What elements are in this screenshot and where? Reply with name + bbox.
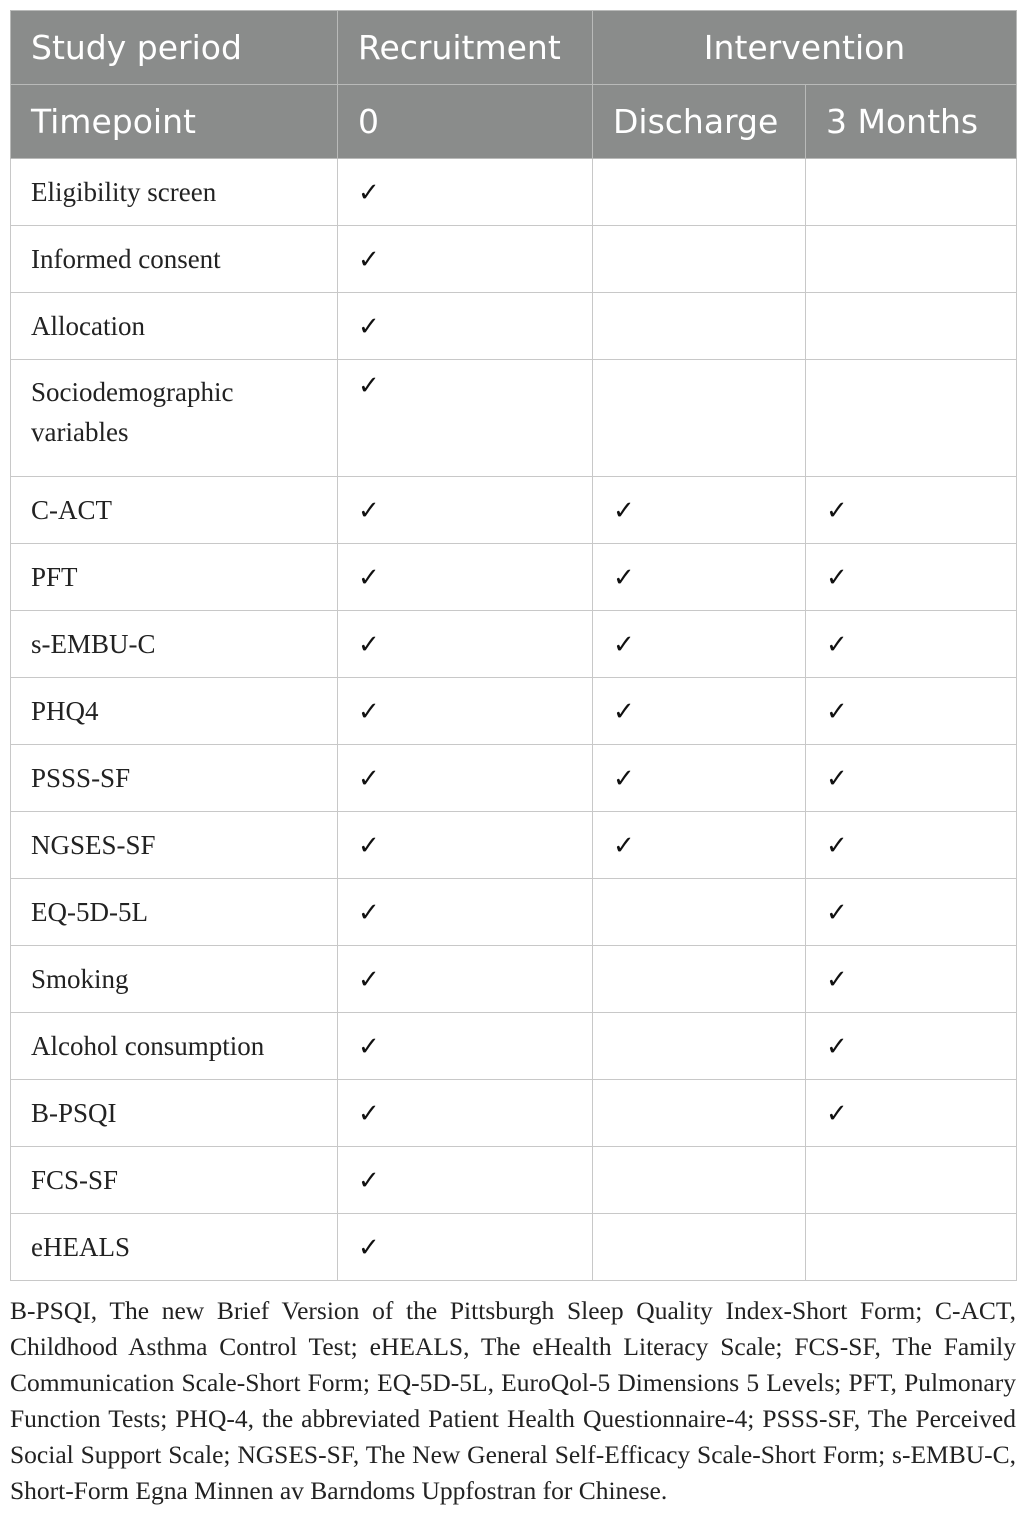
table-row xyxy=(11,1013,1017,1080)
check-icon: ✓ xyxy=(358,177,380,208)
row-label: B-PSQI xyxy=(11,1080,338,1147)
row-label: Eligibility screen xyxy=(11,159,338,226)
mark-cell xyxy=(338,544,593,611)
mark-cell xyxy=(806,1147,1017,1214)
mark-cell xyxy=(806,1013,1017,1080)
check-icon: ✓ xyxy=(613,629,635,660)
table-row xyxy=(11,1147,1017,1214)
check-icon: ✓ xyxy=(613,763,635,794)
mark-cell xyxy=(806,544,1017,611)
study-schedule xyxy=(10,10,1016,1509)
table-row xyxy=(11,946,1017,1013)
mark-cell xyxy=(593,159,806,226)
mark-cell xyxy=(338,226,593,293)
table-row xyxy=(11,226,1017,293)
mark-cell xyxy=(806,879,1017,946)
check-icon: ✓ xyxy=(613,830,635,861)
check-icon: ✓ xyxy=(358,311,380,342)
mark-cell xyxy=(593,477,806,544)
mark-cell xyxy=(338,745,593,812)
check-icon: ✓ xyxy=(358,371,380,401)
header-intervention: Intervention xyxy=(593,11,1017,85)
table-row xyxy=(11,159,1017,226)
mark-cell xyxy=(593,745,806,812)
mark-cell xyxy=(593,544,806,611)
table-footnote: B-PSQI, The new Brief Version of the Pittsburgh Sleep Quality Index-Short Form; C-ACT, Childhood Asthma Control Test; eHEALS, The eHealth Literacy Scale; FCS-SF, The Family Communication Scale-Short Form; EQ-5D-5L, EuroQol-5 Dimensions 5 Levels; PFT, Pulmonary Function Tests; PHQ-4, the abbreviated Patient Health Questionnaire-4; PSSS-SF, The Perceived Social Support Scale; NGSES-SF, The New General Self-Efficacy Scale-Short Form; s-EMBU-C, Short-Form Egna Minnen av Barndoms Uppfostran for Chinese. xyxy=(10,1296,1016,1505)
header-discharge: Discharge xyxy=(593,85,806,159)
row-label: s-EMBU-C xyxy=(11,611,338,678)
check-icon: ✓ xyxy=(826,696,848,727)
mark-cell xyxy=(593,1147,806,1214)
header-row-study-period xyxy=(11,11,1017,85)
header-study-period: Study period xyxy=(11,11,338,85)
check-icon: ✓ xyxy=(613,696,635,727)
mark-cell xyxy=(593,1013,806,1080)
header-recruitment: Recruitment xyxy=(338,11,593,85)
table-row xyxy=(11,293,1017,360)
mark-cell xyxy=(593,678,806,745)
check-icon: ✓ xyxy=(358,897,380,928)
mark-cell xyxy=(593,1214,806,1281)
mark-cell xyxy=(593,1080,806,1147)
mark-cell xyxy=(338,1080,593,1147)
table-body xyxy=(11,159,1017,1281)
mark-cell xyxy=(806,293,1017,360)
mark-cell xyxy=(338,1013,593,1080)
row-label: FCS-SF xyxy=(11,1147,338,1214)
mark-cell xyxy=(338,360,593,477)
row-label: eHEALS xyxy=(11,1214,338,1281)
mark-cell xyxy=(806,812,1017,879)
check-icon: ✓ xyxy=(358,964,380,995)
mark-cell xyxy=(338,159,593,226)
mark-cell xyxy=(806,1214,1017,1281)
table-row xyxy=(11,745,1017,812)
table-row xyxy=(11,812,1017,879)
mark-cell xyxy=(593,360,806,477)
check-icon: ✓ xyxy=(358,696,380,727)
check-icon: ✓ xyxy=(826,964,848,995)
mark-cell xyxy=(593,226,806,293)
row-label: Allocation xyxy=(11,293,338,360)
mark-cell xyxy=(338,678,593,745)
table-row xyxy=(11,611,1017,678)
mark-cell xyxy=(593,611,806,678)
table-row xyxy=(11,360,1017,477)
table-row xyxy=(11,544,1017,611)
table-row xyxy=(11,1080,1017,1147)
row-label: Sociodemographic variables xyxy=(11,360,338,477)
mark-cell xyxy=(338,611,593,678)
mark-cell xyxy=(338,477,593,544)
check-icon: ✓ xyxy=(826,763,848,794)
row-label: PSSS-SF xyxy=(11,745,338,812)
row-label: Smoking xyxy=(11,946,338,1013)
check-icon: ✓ xyxy=(826,1031,848,1062)
check-icon: ✓ xyxy=(826,830,848,861)
check-icon: ✓ xyxy=(826,495,848,526)
check-icon: ✓ xyxy=(358,1031,380,1062)
table-header xyxy=(11,11,1017,159)
check-icon: ✓ xyxy=(358,562,380,593)
mark-cell xyxy=(593,879,806,946)
mark-cell xyxy=(338,1214,593,1281)
mark-cell xyxy=(806,611,1017,678)
table-row xyxy=(11,477,1017,544)
mark-cell xyxy=(806,159,1017,226)
check-icon: ✓ xyxy=(358,1165,380,1196)
row-label: PFT xyxy=(11,544,338,611)
check-icon: ✓ xyxy=(826,562,848,593)
mark-cell xyxy=(593,293,806,360)
mark-cell xyxy=(806,1080,1017,1147)
mark-cell xyxy=(338,812,593,879)
mark-cell xyxy=(806,226,1017,293)
check-icon: ✓ xyxy=(358,763,380,794)
check-icon: ✓ xyxy=(826,629,848,660)
mark-cell xyxy=(806,745,1017,812)
check-icon: ✓ xyxy=(358,1232,380,1263)
table-row xyxy=(11,879,1017,946)
row-label: Informed consent xyxy=(11,226,338,293)
check-icon: ✓ xyxy=(358,495,380,526)
mark-cell xyxy=(806,678,1017,745)
mark-cell xyxy=(806,360,1017,477)
row-label: NGSES-SF xyxy=(11,812,338,879)
header-timepoint-0: 0 xyxy=(338,85,593,159)
mark-cell xyxy=(338,1147,593,1214)
row-label: C-ACT xyxy=(11,477,338,544)
check-icon: ✓ xyxy=(613,562,635,593)
row-label: Alcohol consumption xyxy=(11,1013,338,1080)
header-timepoint: Timepoint xyxy=(11,85,338,159)
check-icon: ✓ xyxy=(826,1098,848,1129)
table-row xyxy=(11,678,1017,745)
row-label: EQ-5D-5L xyxy=(11,879,338,946)
mark-cell xyxy=(338,879,593,946)
header-row-timepoint xyxy=(11,85,1017,159)
check-icon: ✓ xyxy=(358,1098,380,1129)
table-row xyxy=(11,1214,1017,1281)
mark-cell xyxy=(593,946,806,1013)
mark-cell xyxy=(806,477,1017,544)
mark-cell xyxy=(338,946,593,1013)
check-icon: ✓ xyxy=(358,629,380,660)
mark-cell xyxy=(593,812,806,879)
mark-cell xyxy=(338,293,593,360)
check-icon: ✓ xyxy=(358,830,380,861)
row-label: PHQ4 xyxy=(11,678,338,745)
check-icon: ✓ xyxy=(826,897,848,928)
check-icon: ✓ xyxy=(613,495,635,526)
header-3-months: 3 Months xyxy=(806,85,1017,159)
schedule-table xyxy=(10,10,1017,1281)
check-icon: ✓ xyxy=(358,244,380,275)
mark-cell xyxy=(806,946,1017,1013)
